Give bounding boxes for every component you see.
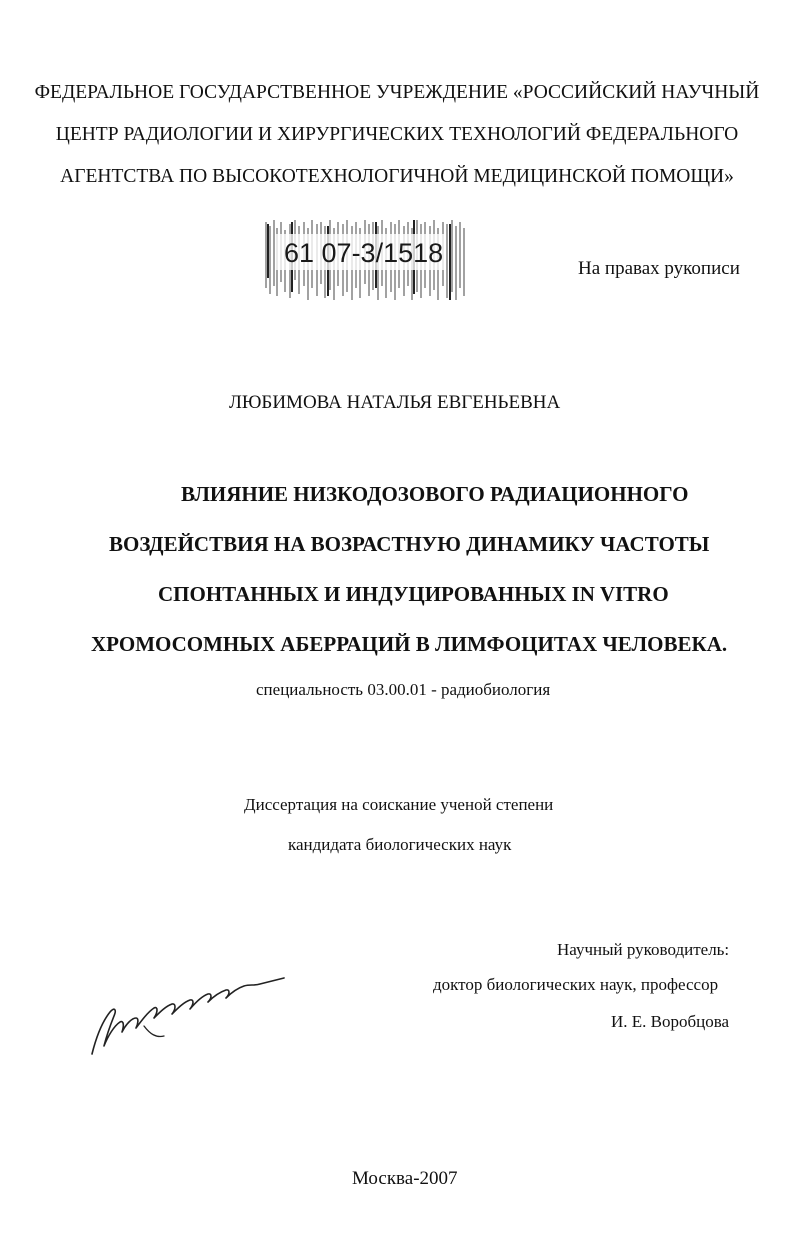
- degree-line-2: кандидата биологических наук: [288, 835, 512, 854]
- stamp-code: 61 07-3/1518: [284, 238, 444, 268]
- institution-line-3: АГЕНТСТВА ПО ВЫСОКОТЕХНОЛОГИЧНОЙ МЕДИЦИНСКОЙ ПОМОЩИ»: [60, 166, 734, 187]
- title-line-3: СПОНТАННЫХ И ИНДУЦИРОВАННЫХ IN VITRO: [158, 582, 669, 606]
- title-line-4: ХРОМОСОМНЫХ АБЕРРАЦИЙ В ЛИМФОЦИТАХ ЧЕЛОВЕКА.: [91, 632, 728, 656]
- supervisor-name: И. Е. Воробцова: [611, 1012, 730, 1031]
- supervisor-label: Научный руководитель:: [557, 940, 730, 959]
- author-name: ЛЮБИМОВА НАТАЛЬЯ ЕВГЕНЬЕВНА: [229, 392, 561, 413]
- library-stamp: [262, 216, 472, 302]
- signature-graphic: [84, 954, 289, 1064]
- institution-line-1: ФЕДЕРАЛЬНОЕ ГОСУДАРСТВЕННОЕ УЧРЕЖДЕНИЕ «РОССИЙСКИЙ НАУЧНЫЙ: [34, 82, 760, 103]
- title-line-1: ВЛИЯНИЕ НИЗКОДОЗОВОГО РАДИАЦИОННОГО: [181, 482, 689, 506]
- city-year: Москва-2007: [352, 1168, 458, 1189]
- supervisor-title: доктор биологических наук, профессор: [433, 975, 719, 994]
- degree-line-1: Диссертация на соискание ученой степени: [244, 795, 554, 814]
- institution-line-2: ЦЕНТР РАДИОЛОГИИ И ХИРУРГИЧЕСКИХ ТЕХНОЛОГИЙ ФЕДЕРАЛЬНОГО: [55, 124, 739, 145]
- rights-note: На правах рукописи: [578, 258, 740, 279]
- specialty: специальность 03.00.01 - радиобиология: [256, 680, 551, 699]
- signature: [84, 954, 289, 1064]
- title-line-2: ВОЗДЕЙСТВИЯ НА ВОЗРАСТНУЮ ДИНАМИКУ ЧАСТОТЫ: [109, 532, 710, 556]
